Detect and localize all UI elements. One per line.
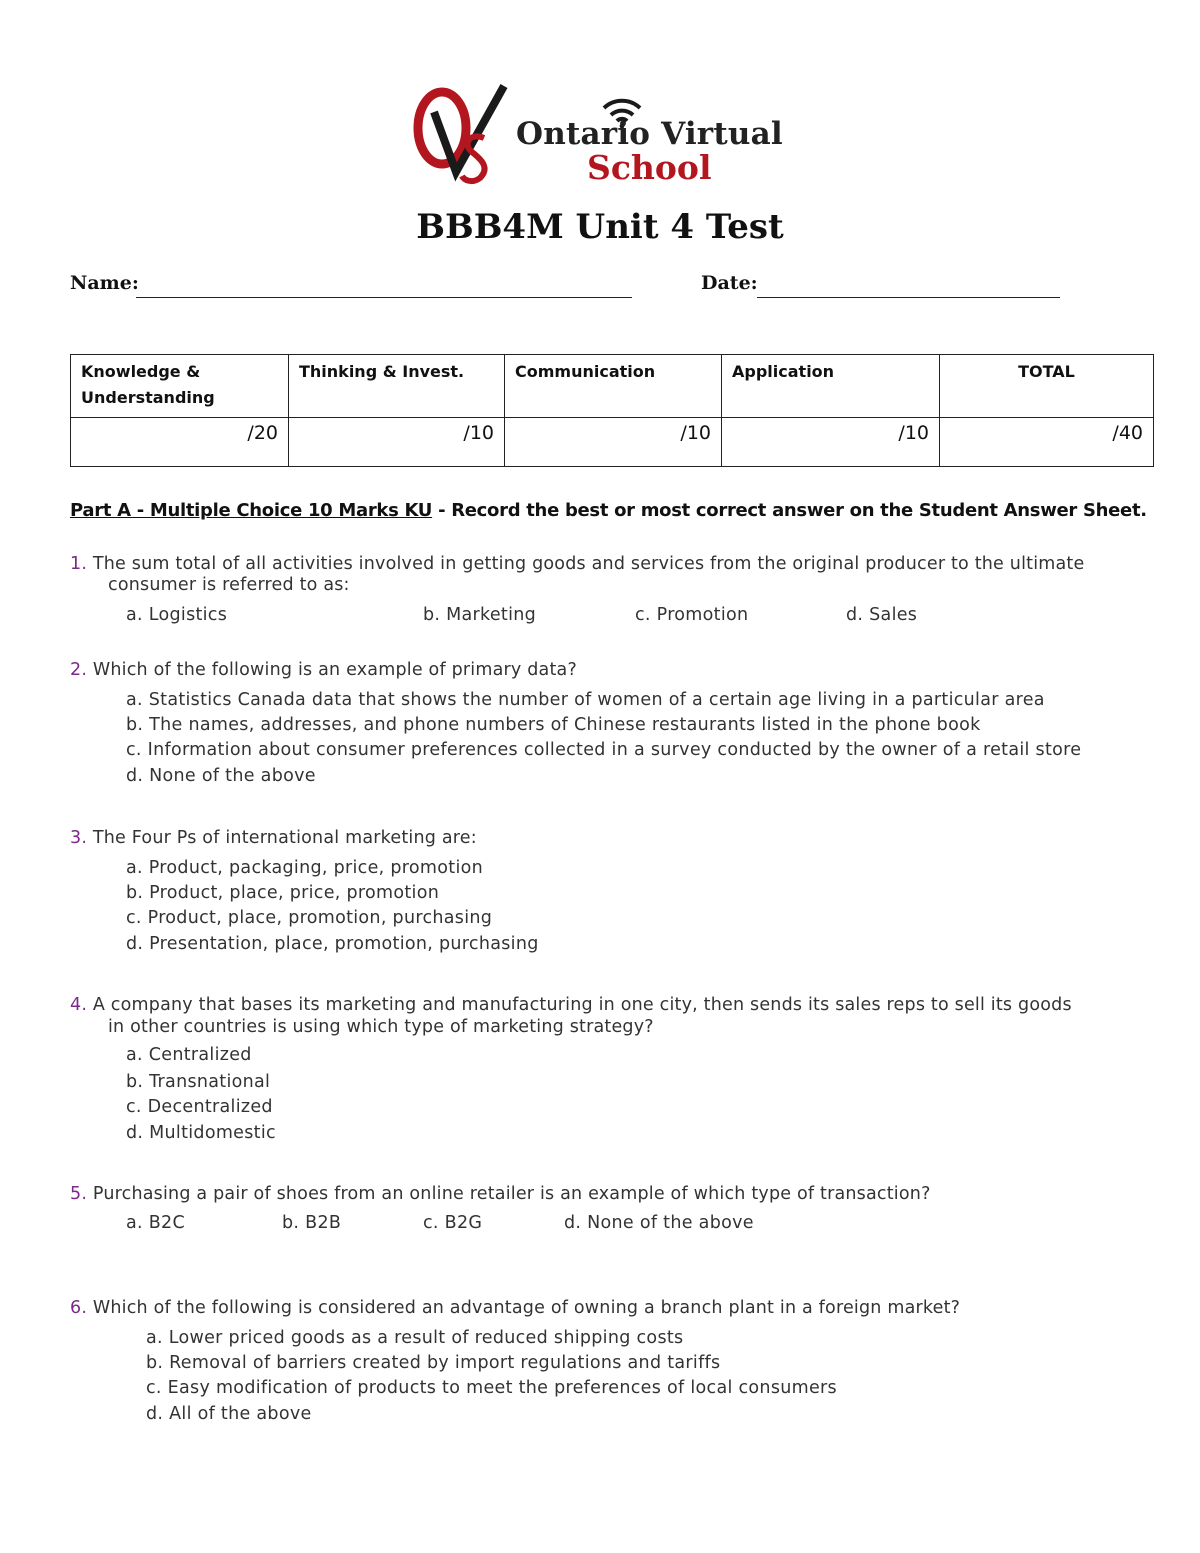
date-label: Date: [701, 272, 758, 294]
mark-application: /10 [722, 418, 940, 467]
question-3: 3. The Four Ps of international marketing are: [70, 828, 477, 848]
question-3-option-d[interactable]: d. Presentation, place, promotion, purchasing [126, 934, 539, 954]
header-communication: Communication [505, 355, 722, 418]
logo-text-school: School [587, 148, 712, 187]
question-3-option-a[interactable]: a. Product, packaging, price, promotion [126, 858, 483, 878]
question-3-option-c[interactable]: c. Product, place, promotion, purchasing [126, 908, 493, 928]
question-2-option-c[interactable]: c. Information about consumer preferences collected in a survey conducted by the owner of a retail store [126, 740, 1082, 760]
mark-communication: /10 [505, 418, 722, 467]
question-6-option-c[interactable]: c. Easy modification of products to meet the preferences of local consumers [146, 1378, 837, 1398]
header-knowledge-understanding: Knowledge & Understanding [71, 355, 289, 418]
mark-thinking-invest: /10 [289, 418, 505, 467]
question-1-option-b[interactable]: b. Marketing [423, 605, 537, 625]
question-2-option-b[interactable]: b. The names, addresses, and phone numbers of Chinese restaurants listed in the phone book [126, 715, 981, 735]
question-3-option-b[interactable]: b. Product, place, price, promotion [126, 883, 440, 903]
header-application: Application [722, 355, 940, 418]
question-1-option-d[interactable]: d. Sales [846, 605, 918, 625]
question-1-option-c[interactable]: c. Promotion [635, 605, 749, 625]
question-1-option-a[interactable]: a. Logistics [126, 605, 228, 625]
question-1-continued: consumer is referred to as: [108, 575, 350, 595]
question-6-option-a[interactable]: a. Lower priced goods as a result of reduced shipping costs [146, 1328, 684, 1348]
name-label: Name: [70, 272, 139, 294]
question-5: 5. Purchasing a pair of shoes from an online retailer is an example of which type of transaction? [70, 1184, 931, 1204]
marks-table-header-row [71, 355, 1154, 418]
question-6-option-d[interactable]: d. All of the above [146, 1404, 312, 1424]
question-1: 1. The sum total of all activities involved in getting goods and services from the original producer to the ultimate [70, 554, 1085, 574]
page-title: BBB4M Unit 4 Test [416, 207, 784, 247]
marks-table-value-row [71, 418, 1154, 467]
date-input-line[interactable] [757, 297, 1060, 298]
question-4-option-c[interactable]: c. Decentralized [126, 1097, 273, 1117]
mark-total: /40 [940, 418, 1154, 467]
question-5-option-c[interactable]: c. B2G [423, 1213, 483, 1233]
question-5-option-d[interactable]: d. None of the above [564, 1213, 754, 1233]
ovs-emblem-icon [412, 82, 512, 187]
question-4: 4. A company that bases its marketing and manufacturing in one city, then sends its sales reps to sell its goods [70, 995, 1072, 1015]
question-6-option-b[interactable]: b. Removal of barriers created by import regulations and tariffs [146, 1353, 721, 1373]
question-2: 2. Which of the following is an example of primary data? [70, 660, 577, 680]
question-6: 6. Which of the following is considered an advantage of owning a branch plant in a foreign market? [70, 1298, 961, 1318]
question-5-option-b[interactable]: b. B2B [282, 1213, 342, 1233]
question-2-option-d[interactable]: d. None of the above [126, 766, 316, 786]
question-4-option-b[interactable]: b. Transnational [126, 1072, 271, 1092]
question-4-option-d[interactable]: d. Multidomestic [126, 1123, 276, 1143]
header-total: TOTAL [940, 355, 1154, 418]
mark-knowledge-understanding: /20 [71, 418, 289, 467]
logo-text-ontario-virtual: Ontario Virtual [516, 116, 783, 152]
question-2-option-a[interactable]: a. Statistics Canada data that shows the number of women of a certain age living in a particular area [126, 690, 1045, 710]
school-logo [412, 82, 782, 190]
question-4-option-a[interactable]: a. Centralized [126, 1045, 252, 1065]
header-thinking-invest: Thinking & Invest. [289, 355, 505, 418]
part-a-heading: Part A - Multiple Choice 10 Marks KU - Record the best or most correct answer on the Student Answer Sheet. [70, 500, 1147, 521]
question-4-continued: in other countries is using which type of marketing strategy? [108, 1017, 654, 1037]
name-input-line[interactable] [136, 297, 632, 298]
marks-table [70, 354, 1154, 467]
question-5-option-a[interactable]: a. B2C [126, 1213, 186, 1233]
